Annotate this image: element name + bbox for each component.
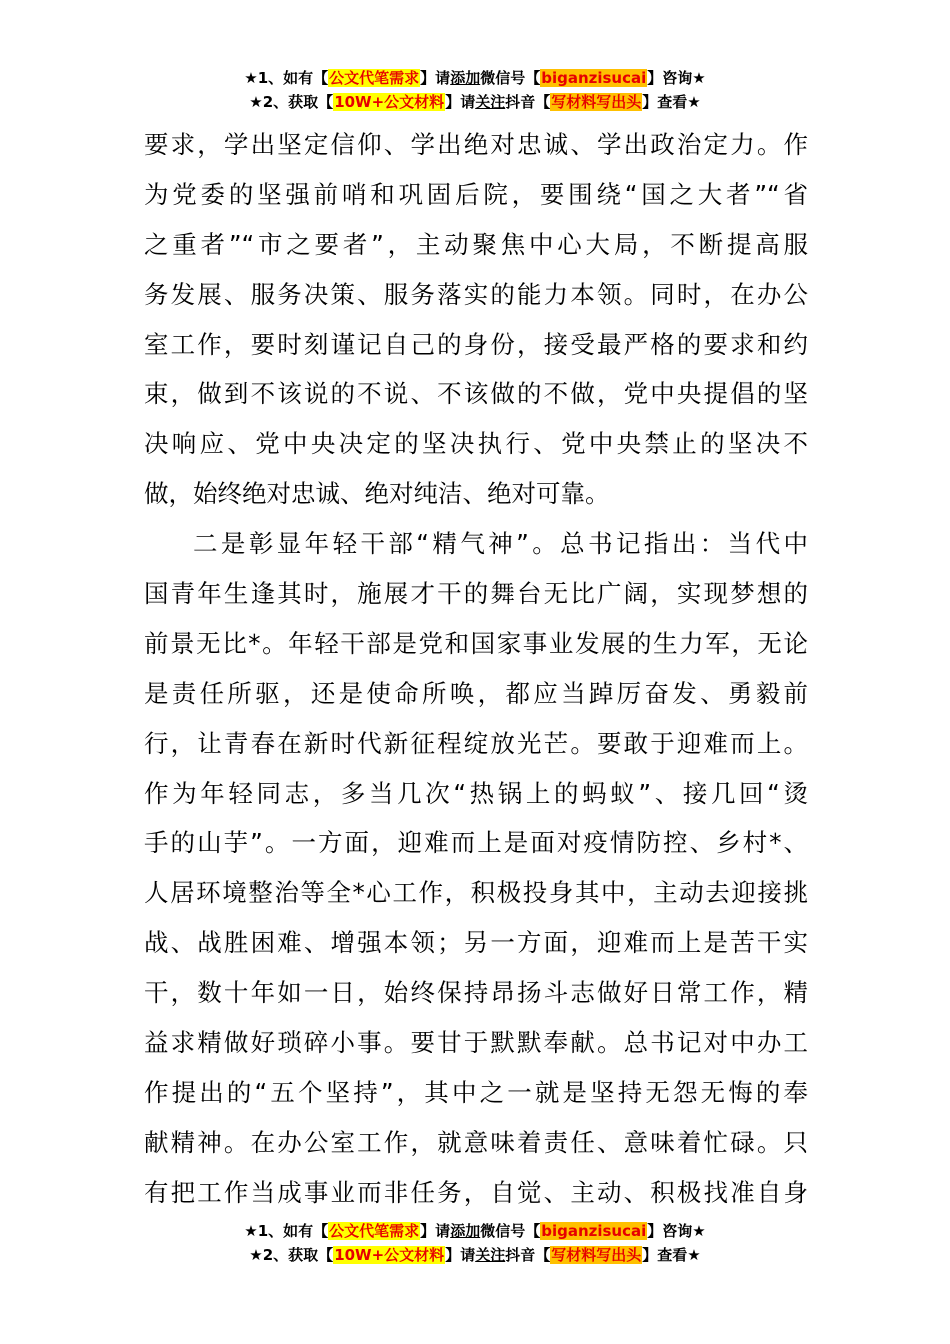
text-line: 干，数十年如一日，始终保持昂扬斗志做好日常工作，精 (144, 978, 808, 1008)
text-line: 室工作，要时刻谨记自己的身份，接受最严格的要求和约 (144, 329, 808, 359)
text-line: 手的山芋”。一方面，迎难而上是面对疫情防控、乡村*、 (144, 828, 808, 858)
text-line: 为党委的坚强前哨和巩固后院，要围绕“国之大者”“省 (144, 179, 808, 209)
text-line: 之重者”“市之要者”，主动聚焦中心大局，不断提高服 (144, 229, 808, 259)
banner-line-1 (0, 66, 950, 90)
underlined-word: 关注 (475, 93, 506, 111)
banner-text: 】请 (445, 93, 476, 111)
banner-text: 】咨询★ (647, 1222, 706, 1240)
banner-text: 微信号【 (480, 1222, 541, 1240)
text-line: 作为年轻同志，多当几次“热锅上的蚂蚁”、接几回“烫 (144, 778, 808, 808)
underlined-word: 添加 (450, 69, 481, 87)
highlight-wechat-id: biganzisucai (541, 69, 647, 87)
banner-text: 】咨询★ (647, 69, 706, 87)
highlight-materials: 10W+公文材料 (334, 1246, 445, 1264)
footer-banner (0, 1219, 950, 1267)
text-line: 有把工作当成事业而非任务，自觉、主动、积极找准自身 (144, 1177, 808, 1207)
text-line: 战、战胜困难、增强本领；另一方面，迎难而上是苦干实 (144, 928, 808, 958)
text-line: 二是彰显年轻干部“精气神”。总书记指出：当代中 (193, 529, 808, 559)
document-body (144, 120, 808, 1218)
banner-text: ★1、如有【 (244, 1222, 329, 1240)
highlight-service: 公文代笔需求 (329, 1222, 420, 1240)
highlight-douyin: 写材料写出头 (551, 1246, 642, 1264)
banner-text: 】请 (420, 1222, 451, 1240)
text-line: 做，始终绝对忠诚、绝对纯洁、绝对可靠。 (144, 479, 610, 509)
banner-text: ★2、获取【 (249, 93, 334, 111)
text-line: 前景无比*。年轻干部是党和国家事业发展的生力军，无论 (144, 628, 808, 658)
highlight-service: 公文代笔需求 (329, 69, 420, 87)
text-line: 人居环境整治等全*心工作，积极投身其中，主动去迎接挑 (144, 878, 808, 908)
banner-text: 】查看★ (642, 93, 701, 111)
banner-line-2 (0, 1243, 950, 1267)
text-line: 决响应、党中央决定的坚决执行、党中央禁止的坚决不 (144, 429, 808, 459)
underlined-word: 关注 (475, 1246, 506, 1264)
text-line: 束，做到不该说的不说、不该做的不做，党中央提倡的坚 (144, 379, 808, 409)
banner-text: 抖音【 (505, 1246, 551, 1264)
banner-text: 】请 (420, 69, 451, 87)
banner-text: 】请 (445, 1246, 476, 1264)
banner-text: 】查看★ (642, 1246, 701, 1264)
highlight-wechat-id: biganzisucai (541, 1222, 647, 1240)
banner-text: 微信号【 (480, 69, 541, 87)
banner-line-2 (0, 90, 950, 114)
banner-text: ★2、获取【 (249, 1246, 334, 1264)
text-line: 国青年生逢其时，施展才干的舞台无比广阔，实现梦想的 (144, 579, 808, 609)
highlight-materials: 10W+公文材料 (334, 93, 445, 111)
text-line: 行，让青春在新时代新征程绽放光芒。要敢于迎难而上。 (144, 728, 808, 758)
text-line: 益求精做好琐碎小事。要甘于默默奉献。总书记对中办工 (144, 1028, 808, 1058)
highlight-douyin: 写材料写出头 (551, 93, 642, 111)
text-line: 作提出的“五个坚持”，其中之一就是坚持无怨无悔的奉 (144, 1077, 808, 1107)
text-line: 是责任所驱，还是使命所唤，都应当踔厉奋发、勇毅前 (144, 678, 808, 708)
banner-line-1 (0, 1219, 950, 1243)
banner-text: ★1、如有【 (244, 69, 329, 87)
underlined-word: 添加 (450, 1222, 481, 1240)
header-banner (0, 66, 950, 114)
text-line: 献精神。在办公室工作，就意味着责任、意味着忙碌。只 (144, 1127, 808, 1157)
banner-text: 抖音【 (505, 93, 551, 111)
text-line: 务发展、服务决策、服务落实的能力本领。同时，在办公 (144, 279, 808, 309)
text-line: 要求，学出坚定信仰、学出绝对忠诚、学出政治定力。作 (144, 130, 808, 159)
